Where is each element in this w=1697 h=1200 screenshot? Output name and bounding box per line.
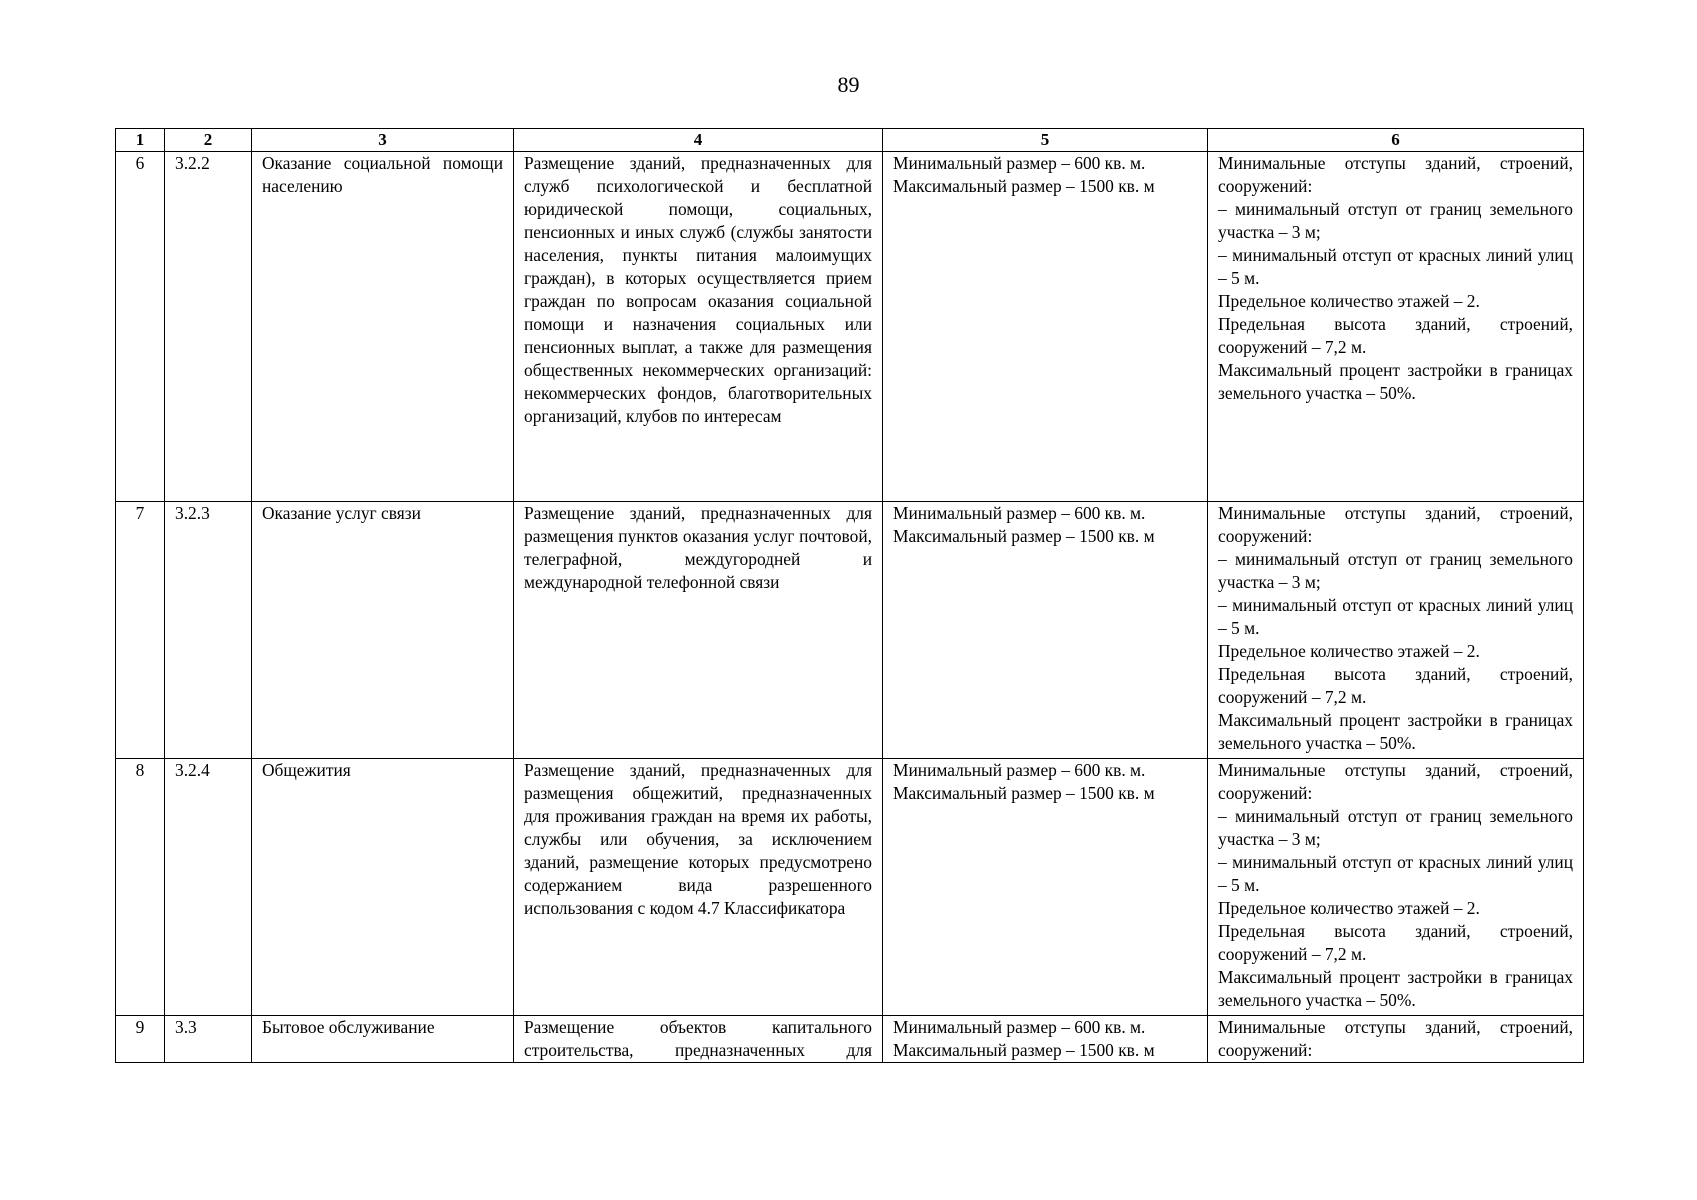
table-row [116, 759, 1584, 1016]
column-header: 5 [883, 129, 1208, 152]
param-line: Предельное количество этажей – 2. [1218, 641, 1480, 661]
param-line: Предельное количество этажей – 2. [1218, 898, 1480, 918]
row-name: Оказание социальной помощи населению [252, 152, 514, 502]
column-header: 1 [116, 129, 165, 152]
row-description: Размещение зданий, предназначенных для размещения общежитий, предназначенных для проживания граждан на время их работы, службы или обучения, за исключением зданий, размещение которых предусмотрено содержанием вида разрешенного использования с кодом 4.7 Классификатора [514, 759, 883, 1016]
size-min: Минимальный размер – 600 кв. м. [893, 153, 1146, 173]
table-row [116, 1016, 1584, 1063]
row-description: Размещение объектов капитального строительства, предназначенных для [514, 1016, 883, 1063]
param-line: Предельная высота зданий, строений, сооружений – 7,2 м. [1218, 314, 1573, 357]
row-name: Оказание услуг связи [252, 502, 514, 759]
row-description: Размещение зданий, предназначенных для служб психологической и бесплатной юридической помощи, социальных, пенсионных и иных служб (службы занятости населения, пункты питания малоимущих граждан), в которых осуществляется прием граждан по вопросам оказания социальной помощи и назначения социальных или пенсионных выплат, а также для размещения общественных некоммерческих организаций: некоммерческих фондов, благотворительных организаций, клубов по интересам [514, 152, 883, 502]
column-header: 4 [514, 129, 883, 152]
zoning-table [115, 128, 1584, 1063]
size-max: Максимальный размер – 1500 кв. м [893, 176, 1155, 196]
row-parameters [1208, 152, 1584, 502]
size-min: Минимальный размер – 600 кв. м. [893, 1017, 1146, 1037]
row-name: Общежития [252, 759, 514, 1016]
row-size-limits [883, 1016, 1208, 1063]
param-line: – минимальный отступ от границ земельного участка – 3 м; [1218, 549, 1573, 592]
table-row [116, 152, 1584, 502]
row-code: 3.2.2 [165, 152, 252, 502]
param-line: Минимальные отступы зданий, строений, сооружений: [1218, 1017, 1573, 1060]
row-parameters [1208, 502, 1584, 759]
table-row [116, 502, 1584, 759]
row-number: 9 [116, 1016, 165, 1063]
row-number: 6 [116, 152, 165, 502]
column-header: 3 [252, 129, 514, 152]
row-size-limits [883, 152, 1208, 502]
param-line: Предельная высота зданий, строений, сооружений – 7,2 м. [1218, 664, 1573, 707]
param-line: – минимальный отступ от красных линий улиц – 5 м. [1218, 245, 1573, 288]
column-header: 2 [165, 129, 252, 152]
size-max: Максимальный размер – 1500 кв. м [893, 1040, 1155, 1060]
param-line: – минимальный отступ от границ земельного участка – 3 м; [1218, 806, 1573, 849]
row-number: 8 [116, 759, 165, 1016]
param-line: – минимальный отступ от красных линий улиц – 5 м. [1218, 595, 1573, 638]
row-code: 3.2.3 [165, 502, 252, 759]
row-number: 7 [116, 502, 165, 759]
param-line: Максимальный процент застройки в границах земельного участка – 50%. [1218, 967, 1573, 1010]
row-parameters [1208, 1016, 1584, 1063]
table-header-row [116, 129, 1584, 152]
size-min: Минимальный размер – 600 кв. м. [893, 503, 1146, 523]
param-line: Максимальный процент застройки в границах земельного участка – 50%. [1218, 360, 1573, 403]
param-line: – минимальный отступ от красных линий улиц – 5 м. [1218, 852, 1573, 895]
param-line: Минимальные отступы зданий, строений, сооружений: [1218, 760, 1573, 803]
row-code: 3.3 [165, 1016, 252, 1063]
row-parameters [1208, 759, 1584, 1016]
param-line: – минимальный отступ от границ земельного участка – 3 м; [1218, 199, 1573, 242]
row-code: 3.2.4 [165, 759, 252, 1016]
param-line: Минимальные отступы зданий, строений, сооружений: [1218, 503, 1573, 546]
row-size-limits [883, 759, 1208, 1016]
size-max: Максимальный размер – 1500 кв. м [893, 783, 1155, 803]
row-size-limits [883, 502, 1208, 759]
param-line: Предельная высота зданий, строений, сооружений – 7,2 м. [1218, 921, 1573, 964]
param-line: Минимальные отступы зданий, строений, сооружений: [1218, 153, 1573, 196]
page-number: 89 [837, 72, 860, 97]
size-max: Максимальный размер – 1500 кв. м [893, 526, 1155, 546]
param-line: Максимальный процент застройки в границах земельного участка – 50%. [1218, 710, 1573, 753]
column-header: 6 [1208, 129, 1584, 152]
param-line: Предельное количество этажей – 2. [1218, 291, 1480, 311]
size-min: Минимальный размер – 600 кв. м. [893, 760, 1146, 780]
row-description: Размещение зданий, предназначенных для размещения пунктов оказания услуг почтовой, телеграфной, междугородней и международной телефонной связи [514, 502, 883, 759]
row-name: Бытовое обслуживание [252, 1016, 514, 1063]
